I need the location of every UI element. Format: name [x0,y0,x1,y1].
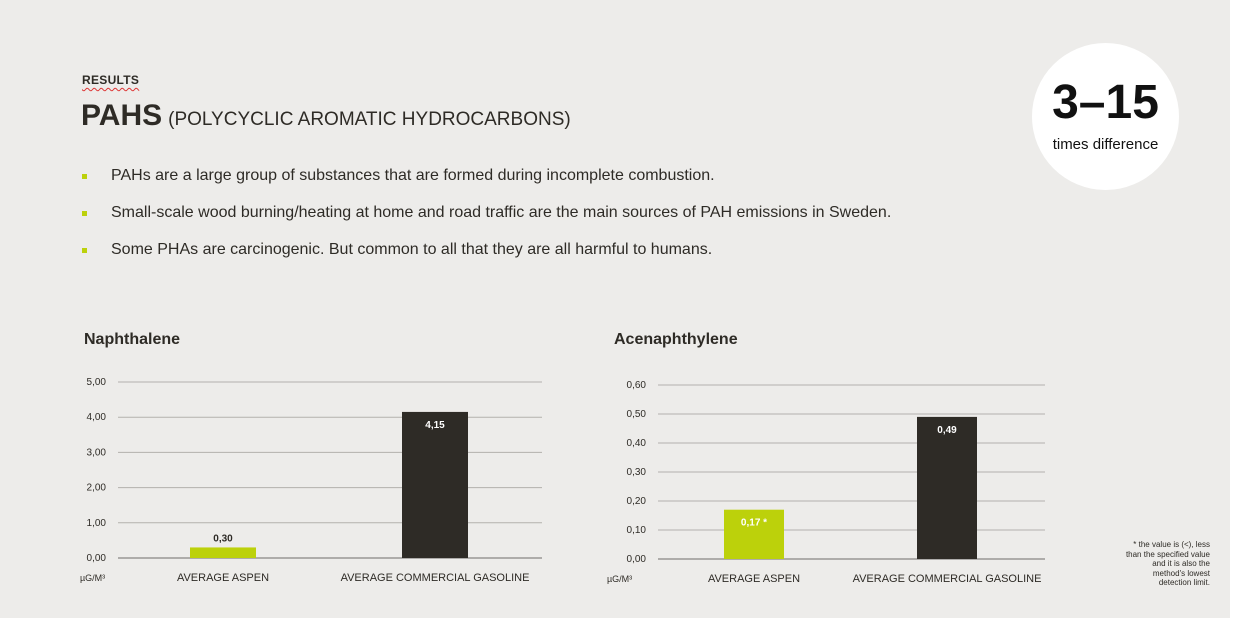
y-tick-label: 2,00 [86,482,106,494]
chart-title: Acenaphthylene [614,331,738,348]
bar [917,417,977,559]
naphthalene-chart [80,320,554,600]
highlight-caption: times difference [1052,136,1159,153]
y-tick-label: 1,00 [86,517,106,529]
highlight-number: 3–15 [1052,76,1159,129]
chart-title: Naphthalene [84,331,181,348]
y-unit-label: µG/M³ [607,574,633,584]
y-tick-label: 0,30 [626,467,646,478]
y-tick-label: 0,10 [626,525,646,536]
data-label: 0,49 [937,424,957,436]
section-label: RESULTS [82,73,140,87]
y-unit-label: µG/M³ [80,573,106,583]
y-tick-label: 0,20 [626,496,646,507]
title-subtitle: (POLYCYCLIC AROMATIC HYDROCARBONS) [168,109,571,130]
bar [190,547,256,558]
bar [402,412,468,558]
x-category-label: AVERAGE COMMERCIAL GASOLINE [852,573,1042,585]
acenaphthylene-chart-plot [607,320,1054,600]
highlight-circle [1032,43,1179,190]
y-tick-label: 0,50 [626,409,646,420]
data-label: 4,15 [425,419,445,431]
y-tick-label: 0,00 [86,553,106,564]
bullet-marker-icon [82,248,87,253]
x-category-label: AVERAGE COMMERCIAL GASOLINE [340,572,530,584]
y-tick-label: 5,00 [86,377,106,388]
acenaphthylene-chart [607,320,1054,600]
y-tick-label: 4,00 [86,412,106,424]
y-tick-label: 0,40 [626,438,646,449]
bullet-text: Small-scale wood burning/heating at home and road traffic are the main sources of PAH emissions in Sweden. [111,204,892,221]
title-main: PAHS [81,99,163,132]
x-category-label: AVERAGE ASPEN [707,573,801,585]
page-title [81,99,571,133]
data-label: 0,17 * [740,517,768,529]
x-category-label: AVERAGE ASPEN [176,572,270,584]
bullet-text: Some PHAs are carcinogenic. But common to all that they are all harmful to humans. [111,241,713,258]
y-tick-label: 3,00 [86,447,106,459]
bullet-marker-icon [82,211,87,216]
naphthalene-chart-plot [80,320,554,600]
y-tick-label: 0,00 [626,554,646,565]
bullet-text: PAHs are a large group of substances that are formed during incomplete combustion. [111,167,715,184]
bullet-marker-icon [82,174,87,179]
data-label: 0,30 [213,533,233,545]
y-tick-label: 0,60 [626,380,646,391]
footnote: * the value is (<), less than the specified value and it is also the method's lowest detection limit. [1125,540,1210,587]
